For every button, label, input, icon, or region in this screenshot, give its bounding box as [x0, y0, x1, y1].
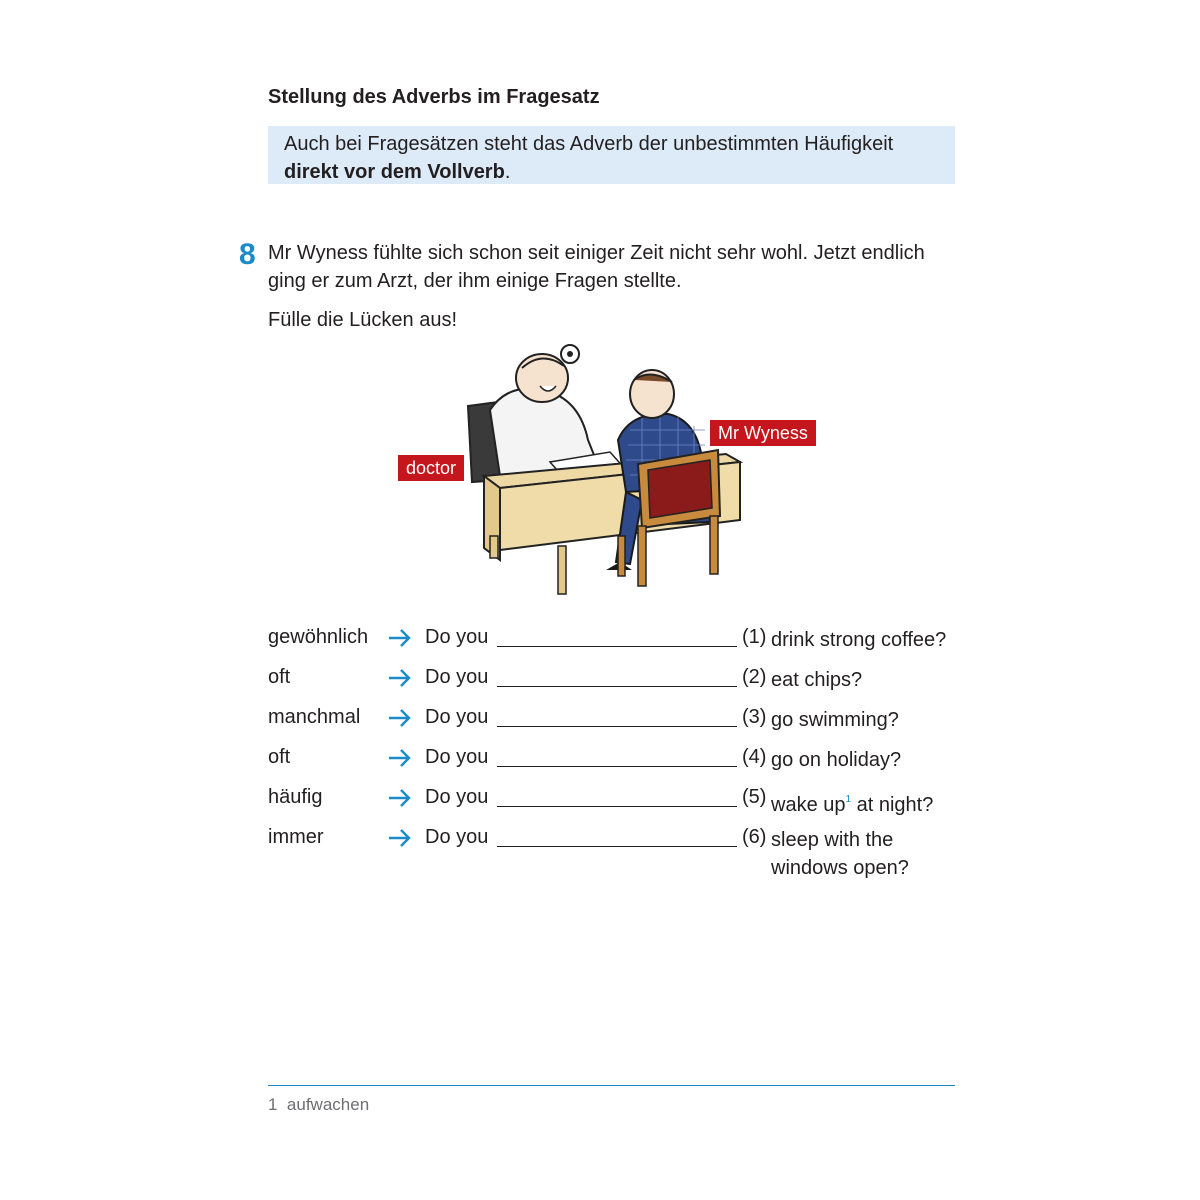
question-rest: drink strong coffee? — [771, 629, 947, 651]
exercise-row — [268, 786, 968, 814]
question-lead: Do you — [425, 706, 489, 728]
adverb: immer — [268, 826, 324, 848]
question-rest: sleep with the windows open? — [771, 829, 909, 879]
footnote-number: 1 — [268, 1095, 278, 1114]
question-rest: eat chips? — [771, 669, 863, 691]
doctor-label: doctor — [398, 455, 464, 481]
question-lead: Do you — [425, 826, 489, 848]
answer-blank[interactable] — [497, 726, 737, 727]
footnote-text: aufwachen — [286, 1095, 370, 1114]
task-intro: Mr Wyness fühlte sich schon seit einiger Zeit nicht sehr wohl. Jetzt endlich ging er zum Arzt, der ihm einige Fragen stellte. — [268, 242, 925, 292]
exercise-row — [268, 626, 968, 654]
item-number: (1) — [742, 626, 767, 648]
answer-blank[interactable] — [497, 806, 737, 807]
section-title: Stellung des Adverbs im Fragesatz — [268, 86, 600, 108]
adverb: manchmal — [268, 706, 361, 728]
question-rest — [771, 786, 971, 819]
arrow-right-icon — [387, 708, 413, 728]
question-rest-main: wake up — [771, 794, 846, 816]
arrow-right-icon — [387, 828, 413, 848]
adverb: gewöhnlich — [268, 626, 369, 648]
footnote-marker: 1 — [845, 794, 852, 805]
item-number: (2) — [742, 666, 767, 688]
adverb: oft — [268, 746, 291, 768]
answer-blank[interactable] — [497, 686, 737, 687]
adverb: oft — [268, 666, 291, 688]
rule-end: . — [504, 161, 511, 183]
exercise-row — [268, 746, 968, 774]
item-number: (5) — [742, 786, 767, 808]
adverb: häufig — [268, 786, 323, 808]
task-number: 8 — [239, 238, 256, 271]
arrow-right-icon — [387, 748, 413, 768]
answer-blank[interactable] — [497, 646, 737, 647]
exercise-row — [268, 706, 968, 734]
answer-blank[interactable] — [497, 766, 737, 767]
patient-label: Mr Wyness — [710, 420, 816, 446]
arrow-right-icon — [387, 788, 413, 808]
question-rest: go swimming? — [771, 709, 899, 731]
item-number: (6) — [742, 826, 767, 848]
task-instruction: Fülle die Lücken aus! — [268, 309, 458, 331]
exercise-row — [268, 666, 968, 694]
question-lead: Do you — [425, 746, 489, 768]
arrow-right-icon — [387, 668, 413, 688]
question-rest: go on holiday? — [771, 749, 902, 771]
answer-blank[interactable] — [497, 846, 737, 847]
question-lead: Do you — [425, 786, 489, 808]
rule-text: Auch bei Fragesätzen steht das Adverb der unbestimmten Häufigkeit — [284, 133, 894, 155]
rule-box — [268, 126, 955, 184]
exercise-row — [268, 826, 968, 882]
doctor-patient-illustration — [380, 340, 840, 602]
question-lead: Do you — [425, 666, 489, 688]
question-rest-end: at night? — [851, 794, 934, 816]
item-number: (4) — [742, 746, 767, 768]
arrow-right-icon — [387, 628, 413, 648]
item-number: (3) — [742, 706, 767, 728]
question-lead: Do you — [425, 626, 489, 648]
footnote — [268, 1095, 369, 1115]
rule-bold: direkt vor dem Vollverb — [284, 161, 505, 183]
footnote-divider — [268, 1085, 955, 1086]
